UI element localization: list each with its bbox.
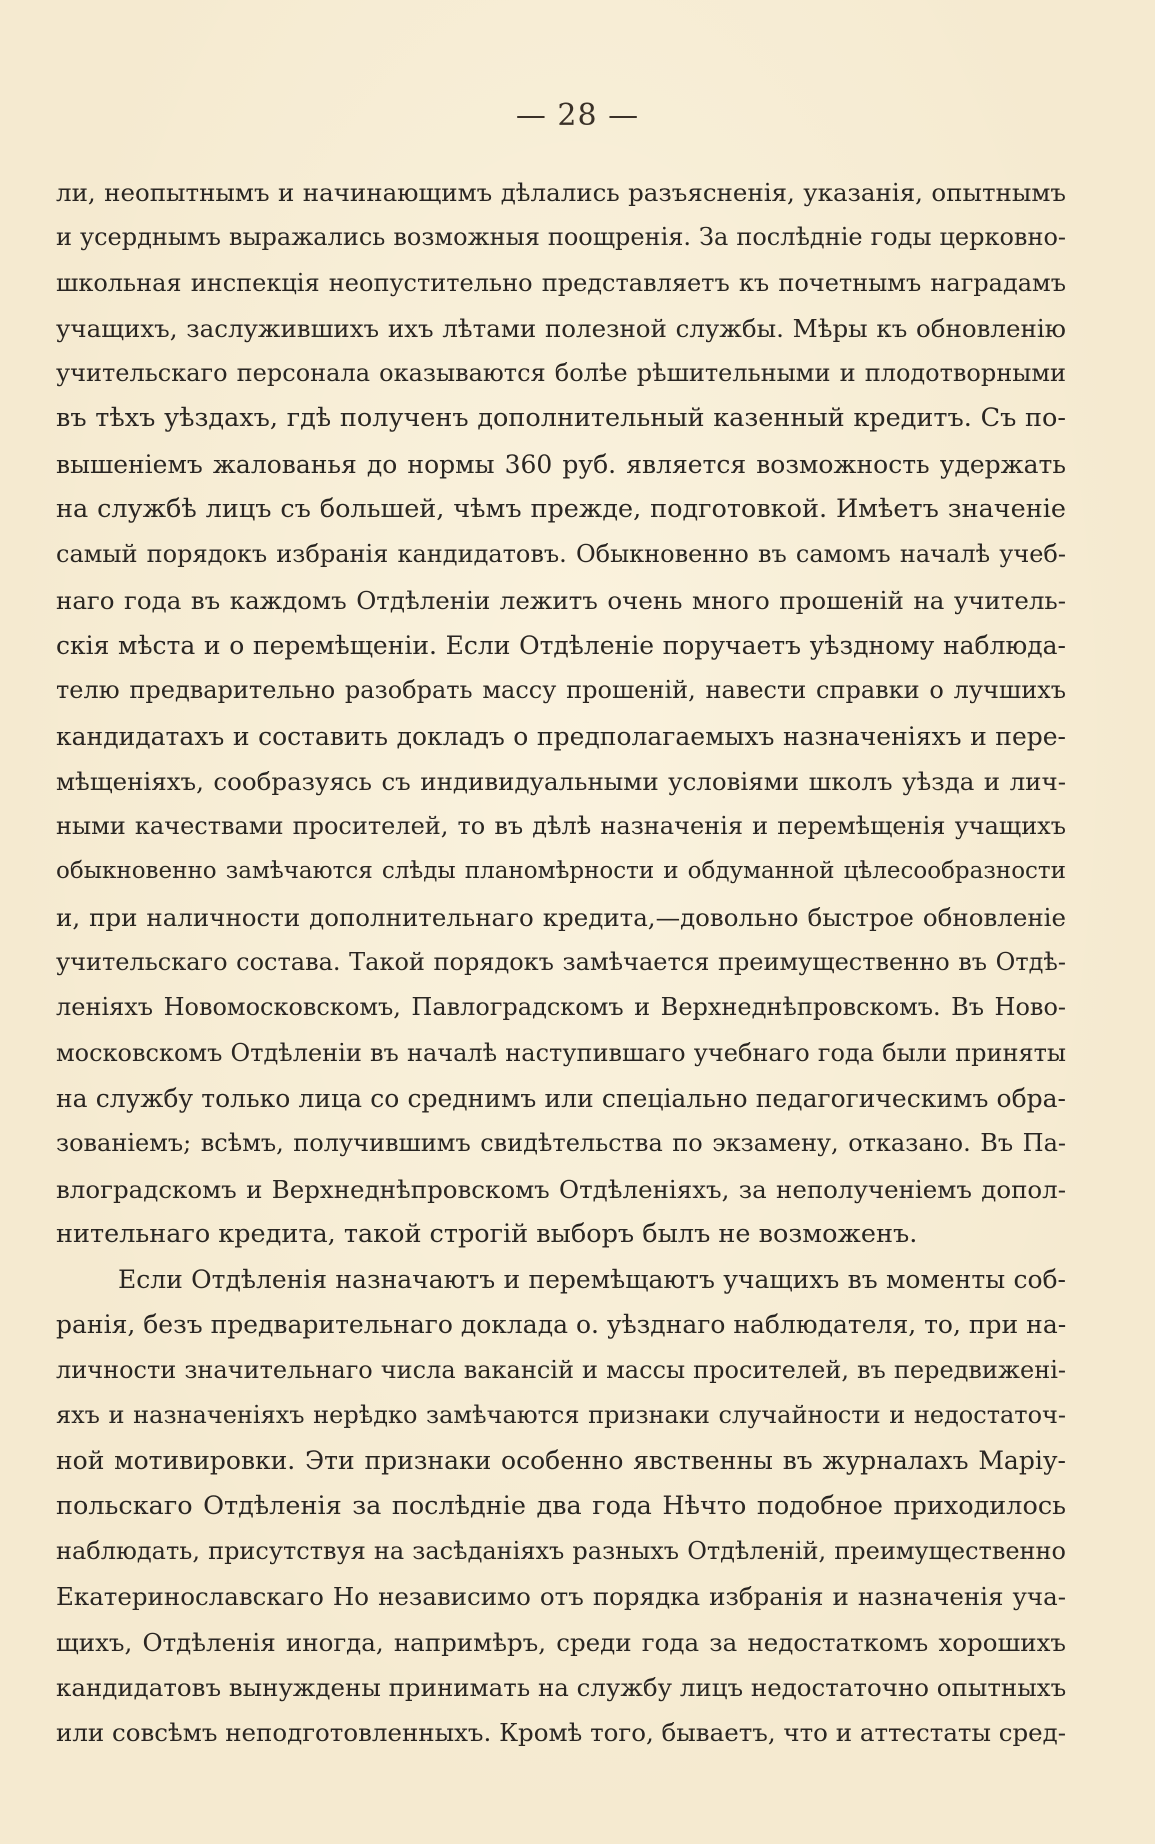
page-number: — 28 — (515, 98, 640, 133)
text-line: наблюдать, присутствуя на засѣданіяхъ разныхъ Отдѣленій, преимущественно (56, 1536, 1066, 1565)
text-line: нительнаго кредита, такой строгій выборъ былъ не возможенъ. (56, 1218, 918, 1249)
text-line: личности значительнаго числа вакансій и массы просителей, въ передвиженi- (56, 1355, 1066, 1384)
text-line: учительскаго персонала оказываются болѣе рѣшительными и плодотворными (56, 359, 1066, 388)
text-line: ными качествами просителей, то въ дѣлѣ назначенія и перемѣщенія учащихъ (56, 812, 1066, 841)
text-line: мѣщеніяхъ, сообразуясь съ индивидуальными условіями школъ уѣзда и лич- (56, 766, 1066, 796)
text-line: на службѣ лицъ съ большей, чѣмъ прежде, подготовкой. Имѣетъ значеніе (56, 494, 1066, 525)
paragraph-1 (56, 170, 1066, 1257)
text-line: зованіемъ; всѣмъ, получившимъ свидѣтельства по экзамену, отказано. Въ Па- (56, 1129, 1066, 1158)
text-line: учительскаго состава. Такой порядокъ замѣчается преимущественно въ Отдѣ- (56, 948, 1066, 977)
text-line: польскаго Отдѣленія за послѣдніе два года Нѣчто подобное приходилось (56, 1490, 1066, 1521)
text-line: самый порядокъ избранія кандидатовъ. Обыкновенно въ самомъ началѣ учеб- (56, 540, 1066, 569)
text-line: кандидатахъ и составить докладъ о предполагаемыхъ назначеніяхъ и пере- (56, 721, 1066, 751)
text-line: телю предварительно разобрать массу прошеній, навести справки о лучшихъ (56, 676, 1066, 705)
text-line: ли, неопытнымъ и начинающимъ дѣлались разъясненія, указанія, опытнымъ (56, 178, 1066, 207)
text-line: яхъ и назначеніяхъ нерѣдко замѣчаются признаки случайности и недостаточ- (56, 1401, 1066, 1430)
text-line: вышеніемъ жалованья до нормы 360 руб. является возможность удержать (56, 449, 1066, 479)
text-line: учащихъ, заслужившихъ ихъ лѣтами полезной службы. Мѣры къ обновленію (56, 313, 1066, 343)
text-line: ной мотивировки. Эти признаки особенно явственны въ журналахъ Маріу- (56, 1446, 1066, 1476)
text-line: наго года въ каждомъ Отдѣленіи лежитъ очень много прошеній на учитель- (56, 585, 1066, 615)
text-line: и, при наличности дополнительнаго кредита,—довольно быстрое обновленіе (56, 902, 1066, 932)
paragraph-2 (56, 1257, 1066, 1755)
text-line: московскомъ Отдѣленіи въ началѣ наступившаго учебнаго года были приняты (56, 1038, 1066, 1067)
text-line: въ тѣхъ уѣздахъ, гдѣ полученъ дополнительный казенный кредитъ. Съ по- (56, 403, 1066, 434)
text-line: школьная инспекція неопустительно представляетъ къ почетнымъ наградамъ (56, 268, 1066, 297)
text-line: скія мѣста и о перемѣщеніи. Если Отдѣленіе поручаетъ уѣздному наблюда- (56, 630, 1066, 660)
text-line: ранія, безъ предварительнаго доклада о. уѣзднаго наблюдателя, то, при на- (56, 1310, 1066, 1340)
text-line: или совсѣмъ неподготовленныхъ. Кромѣ того, бываетъ, что и аттестаты сред- (56, 1718, 1066, 1748)
text-line: и усерднымъ выражались возможныя поощренія. За послѣдніе годы церковно- (56, 223, 1066, 252)
text-line: леніяхъ Новомосковскомъ, Павлоградскомъ и Верхнеднѣпровскомъ. Въ Ново- (56, 993, 1066, 1022)
text-line: щихъ, Отдѣленія иногда, напримѣръ, среди года за недостаткомъ хорошихъ (56, 1627, 1066, 1657)
text-line: на службу только лица со среднимъ или спеціально педагогическимъ обра- (56, 1083, 1066, 1113)
body-text (56, 170, 1066, 1755)
text-line: Екатеринославскаго Но независимо отъ порядка избранія и назначенія уча- (56, 1582, 1066, 1612)
text-line: обыкновенно замѣчаются слѣды планомѣрности и обдуманной цѣлесообразности (56, 858, 1066, 885)
text-line: кандидатовъ вынуждены принимать на службу лицъ недостаточно опытныхъ (56, 1672, 1066, 1702)
text-line: Если Отдѣленія назначаютъ и перемѣщаютъ учащихъ въ моменты соб- (118, 1265, 1066, 1295)
text-line: влоградскомъ и Верхнеднѣпровскомъ Отдѣленіяхъ, за неполученіемъ допол- (56, 1174, 1066, 1204)
